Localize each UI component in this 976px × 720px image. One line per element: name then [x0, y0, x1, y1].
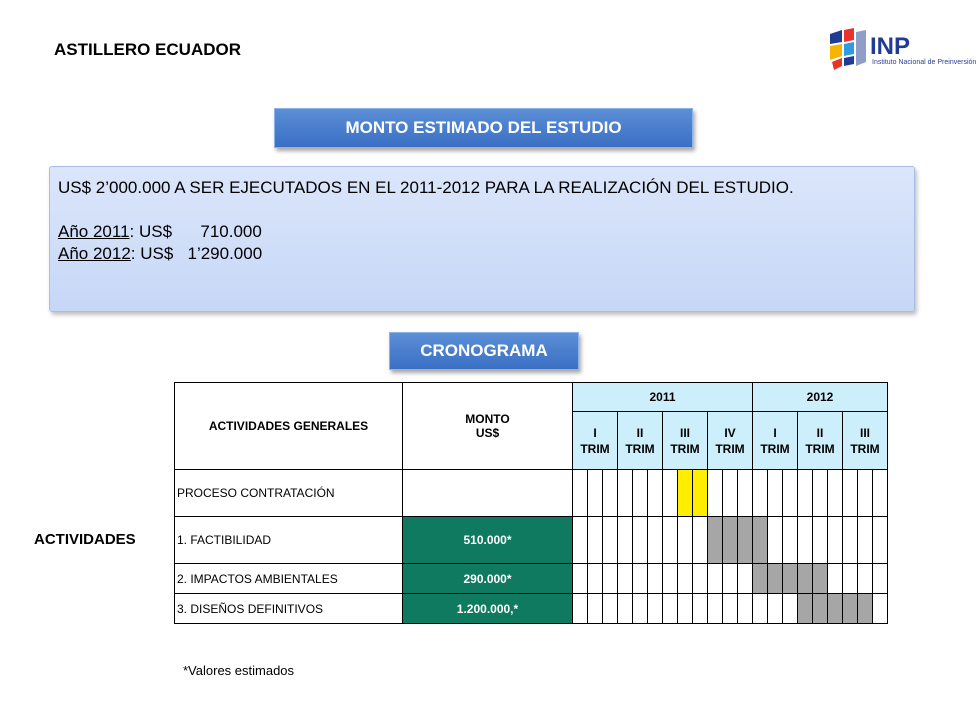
schedule-cell: [588, 564, 603, 594]
amount-header-line-2: US$: [475, 426, 500, 440]
schedule-cell: [588, 470, 603, 517]
schedule-cell: [753, 594, 768, 624]
table-row: [175, 594, 888, 624]
year-2012-label: Año 2012: [58, 244, 131, 263]
schedule-cell: [858, 470, 873, 517]
schedule-cell: [828, 594, 843, 624]
schedule-cell: [663, 594, 678, 624]
year-2011-header: 2011: [573, 383, 753, 412]
schedule-cell: [678, 594, 693, 624]
activity-name: 2. IMPACTOS AMBIENTALES: [175, 564, 403, 594]
header-row: [175, 383, 888, 412]
schedule-cell: [618, 594, 633, 624]
schedule-cell: [693, 594, 708, 624]
activity-name: 1. FACTIBILIDAD: [175, 517, 403, 564]
schedule-cell: [798, 517, 813, 564]
schedule-cell: [783, 564, 798, 594]
schedule-cell: [768, 564, 783, 594]
schedule-cell: [708, 594, 723, 624]
schedule-cell: [633, 594, 648, 624]
quarter-numeral: IV: [724, 425, 736, 440]
schedule-cell: [693, 517, 708, 564]
schedule-cell: [678, 470, 693, 517]
schedule-cell: [723, 594, 738, 624]
schedule-cell: [813, 517, 828, 564]
activity-name: 3. DISEÑOS DEFINITIVOS: [175, 594, 403, 624]
schedule-cell: [843, 517, 858, 564]
quarter-header: [663, 412, 708, 470]
schedule-cell: [648, 594, 663, 624]
schedule-cell: [828, 470, 843, 517]
estimate-info-box: [49, 166, 915, 312]
schedule-cell: [858, 564, 873, 594]
schedule-cell: [693, 564, 708, 594]
schedule-cell: [648, 517, 663, 564]
schedule-cell: [768, 470, 783, 517]
schedule-cell: [753, 564, 768, 594]
cronograma-heading: CRONOGRAMA: [389, 332, 579, 370]
schedule-cell: [843, 470, 858, 517]
schedule-cell: [573, 594, 588, 624]
schedule-cell: [678, 517, 693, 564]
schedule-cell: [693, 470, 708, 517]
activity-amount: 290.000*: [403, 564, 573, 594]
schedule-cell: [633, 564, 648, 594]
schedule-table: [174, 382, 888, 624]
year-2012-line: [58, 243, 906, 265]
table-row: [175, 517, 888, 564]
quarter-label: TRIM: [805, 441, 835, 456]
schedule-cell: [813, 594, 828, 624]
schedule-cell: [573, 564, 588, 594]
schedule-cell: [798, 470, 813, 517]
schedule-cell: [573, 517, 588, 564]
quarter-numeral: III: [679, 425, 690, 440]
schedule-cell: [768, 517, 783, 564]
quarter-numeral: II: [816, 425, 824, 440]
activity-amount: [403, 470, 573, 517]
schedule-cell: [648, 470, 663, 517]
amount-column-header: [403, 383, 573, 470]
estimate-summary: US$ 2’000.000 A SER EJECUTADOS EN EL 2011-2012 PARA LA REALIZACIÓN DEL ESTUDIO.: [58, 178, 794, 197]
year-2012-header: 2012: [753, 383, 888, 412]
schedule-cell: [828, 517, 843, 564]
activity-amount: 1.200.000,*: [403, 594, 573, 624]
activity-name: PROCESO CONTRATACIÓN: [175, 470, 403, 517]
schedule-cell: [618, 470, 633, 517]
schedule-cell: [738, 594, 753, 624]
quarter-label: TRIM: [625, 441, 655, 456]
schedule-cell: [738, 517, 753, 564]
schedule-cell: [708, 470, 723, 517]
schedule-cell: [618, 564, 633, 594]
page-title: ASTILLERO ECUADOR: [54, 40, 241, 59]
schedule-cell: [738, 470, 753, 517]
schedule-cell: [603, 470, 618, 517]
schedule-cell: [873, 594, 888, 624]
quarter-label: TRIM: [715, 441, 745, 456]
schedule-cell: [723, 564, 738, 594]
schedule-cell: [798, 594, 813, 624]
schedule-cell: [603, 517, 618, 564]
schedule-cell: [618, 517, 633, 564]
year-2011-label: Año 2011: [58, 222, 130, 241]
inp-logo: [826, 26, 976, 76]
schedule-cell: [633, 470, 648, 517]
schedule-cell: [723, 517, 738, 564]
schedule-cell: [723, 470, 738, 517]
quarter-label: TRIM: [850, 441, 880, 456]
schedule-cell: [858, 517, 873, 564]
quarter-header: [708, 412, 753, 470]
year-2011-line: [58, 221, 906, 243]
quarter-label: TRIM: [670, 441, 700, 456]
monto-heading: MONTO ESTIMADO DEL ESTUDIO: [274, 108, 693, 148]
schedule-cell: [588, 517, 603, 564]
schedule-cell: [798, 564, 813, 594]
schedule-cell: [708, 564, 723, 594]
schedule-cell: [843, 594, 858, 624]
quarter-header: [618, 412, 663, 470]
logo-brand-text: INP: [870, 33, 911, 60]
table-row: [175, 470, 888, 517]
quarter-header: [843, 412, 888, 470]
activities-column-header: ACTIVIDADES GENERALES: [175, 383, 403, 470]
schedule-cell: [813, 470, 828, 517]
table-row: [175, 564, 888, 594]
activities-side-label: ACTIVIDADES: [34, 531, 136, 548]
schedule-cell: [783, 594, 798, 624]
quarter-header: [753, 412, 798, 470]
quarter-label: TRIM: [760, 441, 790, 456]
schedule-cell: [768, 594, 783, 624]
quarter-numeral: III: [859, 425, 870, 440]
schedule-cell: [678, 564, 693, 594]
schedule-cell: [873, 517, 888, 564]
quarter-numeral: I: [593, 425, 597, 440]
schedule-cell: [873, 564, 888, 594]
quarter-numeral: II: [636, 425, 644, 440]
schedule-cell: [603, 564, 618, 594]
schedule-cell: [843, 564, 858, 594]
schedule-cell: [633, 517, 648, 564]
activity-amount: 510.000*: [403, 517, 573, 564]
schedule-cell: [783, 517, 798, 564]
year-2012-value: : US$ 1’290.000: [130, 244, 263, 263]
schedule-cell: [738, 564, 753, 594]
amount-header-line-1: MONTO: [465, 412, 510, 426]
quarter-header: [573, 412, 618, 470]
schedule-cell: [828, 564, 843, 594]
schedule-cell: [753, 470, 768, 517]
quarter-label: TRIM: [580, 441, 610, 456]
schedule-cell: [873, 470, 888, 517]
schedule-cell: [663, 470, 678, 517]
quarter-header: [798, 412, 843, 470]
schedule-cell: [573, 470, 588, 517]
schedule-cell: [858, 594, 873, 624]
schedule-cell: [813, 564, 828, 594]
schedule-cell: [663, 564, 678, 594]
quarter-numeral: I: [773, 425, 777, 440]
year-2011-value: : US$ 710.000: [129, 222, 262, 241]
schedule-cell: [603, 594, 618, 624]
schedule-cell: [753, 517, 768, 564]
footnote: *Valores estimados: [183, 663, 295, 678]
schedule-cell: [648, 564, 663, 594]
schedule-cell: [783, 470, 798, 517]
schedule-cell: [588, 594, 603, 624]
logo-subtitle: Instituto Nacional de Preinversión: [872, 59, 976, 66]
schedule-cell: [708, 517, 723, 564]
logo-mark-icon: [830, 28, 866, 70]
schedule-cell: [663, 517, 678, 564]
